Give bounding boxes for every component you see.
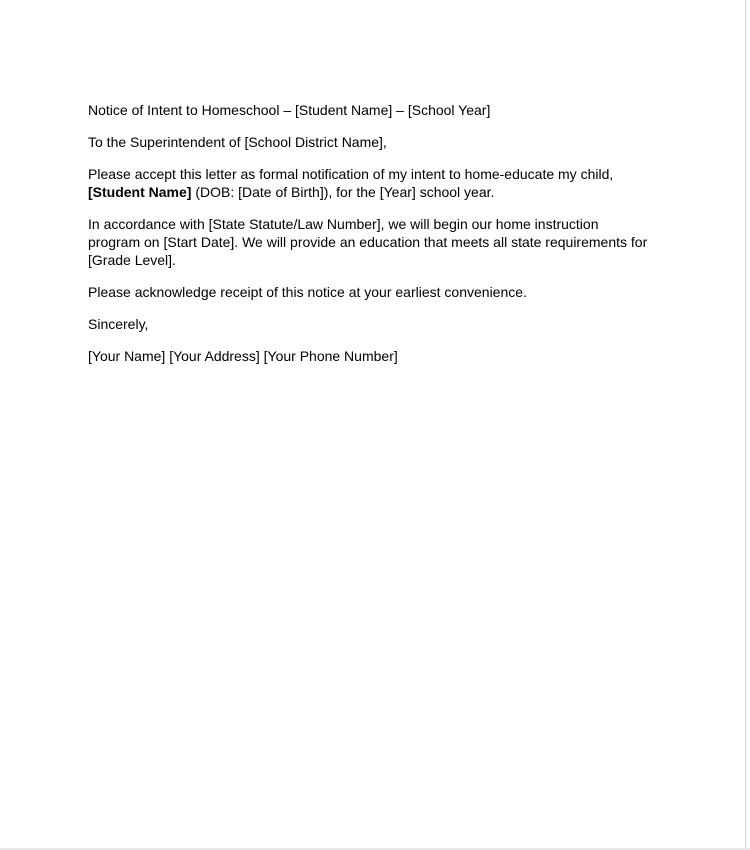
student-name-placeholder: [Student Name] — [88, 184, 192, 200]
letter-closing: Sincerely, — [88, 316, 149, 332]
letter-paragraph-statute: In accordance with [State Statute/Law Number], we will begin our home instruction program on [Start Date]. We will provide an education that meets all state requirements for [Grade Level]. — [88, 216, 648, 268]
letter-salutation: To the Superintendent of [School District Name], — [88, 134, 387, 150]
letter-body — [88, 101, 654, 365]
page-edge-right — [745, 0, 746, 850]
letter-paragraph-intent — [88, 165, 654, 201]
intent-text-pre: Please accept this letter as formal notification of my intent to home-educate my child, — [88, 166, 614, 182]
letter-paragraph-acknowledge: Please acknowledge receipt of this notice at your earliest convenience. — [88, 284, 527, 300]
letter-title: Notice of Intent to Homeschool – [Student Name] – [School Year] — [88, 102, 491, 118]
intent-text-post: (DOB: [Date of Birth]), for the [Year] school year. — [191, 184, 495, 200]
letter-signature: [Your Name] [Your Address] [Your Phone Number] — [88, 348, 398, 364]
